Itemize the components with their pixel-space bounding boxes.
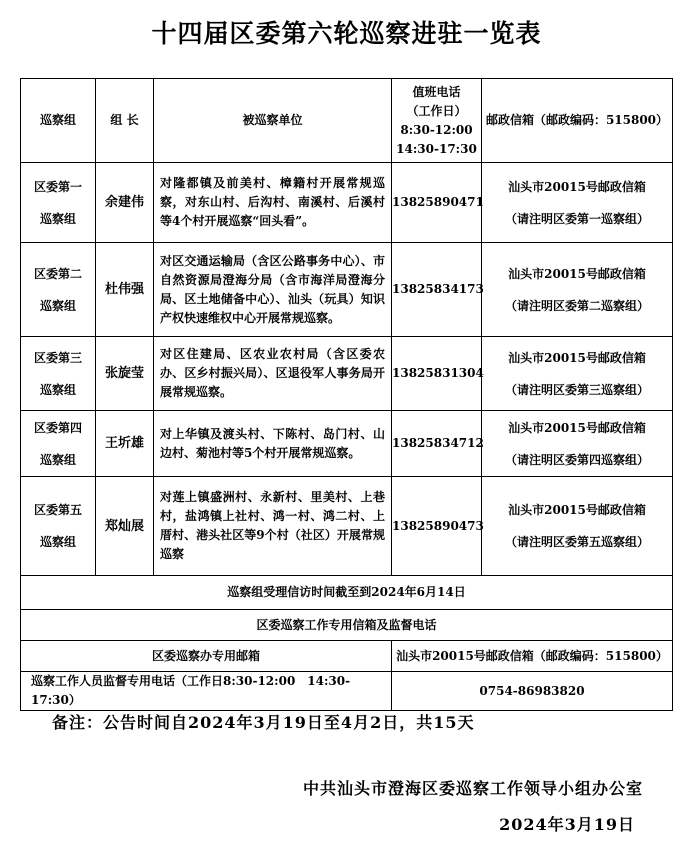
mailbox	[482, 411, 673, 477]
mailbox-line2: （请注明区委第三巡察组）	[504, 382, 649, 397]
table-row	[21, 477, 673, 576]
group-name-line2: 巡察组	[39, 382, 76, 397]
group-name-line1: 区委第五	[33, 503, 82, 517]
duty-phone: 13825831304	[392, 337, 482, 411]
group-name-line1: 区委第一	[33, 179, 82, 194]
office-mailbox-value: 汕头市20015号邮政信箱（邮政编码：515800）	[392, 641, 673, 672]
page-title: 十四届区委第六轮巡察进驻一览表	[151, 19, 542, 48]
duty-phone: 13825834712	[392, 411, 482, 477]
leader-name: 张旋莹	[96, 337, 154, 411]
header-mail: 邮政信箱（邮政编码：515800）	[482, 79, 673, 163]
mailbox-line2: （请注明区委第二巡察组）	[504, 298, 649, 313]
group-name	[21, 411, 96, 477]
leader-name: 王圻雄	[96, 411, 154, 477]
supervision-phone-row	[21, 672, 673, 711]
table-row	[21, 411, 673, 477]
supervision-phone-value: 0754-86983820	[392, 672, 673, 711]
inspected-units: 对隆都镇及前美村、樟籍村开展常规巡察，对东山村、后沟村、南溪村、后溪村等4个村开展巡察“回头看”。	[154, 163, 392, 243]
header-phone-line3: 8:30-12:00	[400, 122, 473, 137]
header-unit: 被巡察单位	[154, 79, 392, 163]
header-phone-line4: 14:30-17:30	[396, 141, 477, 156]
group-name-line2: 巡察组	[39, 452, 76, 467]
inspected-units: 对莲上镇盛洲村、永新村、里美村、上巷村，盐鸿镇上社村、鸿一村、鸿二村、上厝村、港头社区等9个村（社区）开展常规巡察	[154, 477, 392, 576]
inspected-units: 对上华镇及渡头村、下陈村、岛门村、山边村、菊池村等5个村开展常规巡察。	[154, 411, 392, 477]
mailbox	[482, 337, 673, 411]
office-mailbox-label: 区委巡察办专用邮箱	[21, 641, 392, 672]
mailbox-line1: 汕头市20015号邮政信箱	[508, 503, 646, 517]
group-name-line2: 巡察组	[39, 535, 76, 549]
group-name	[21, 337, 96, 411]
group-name-line2: 巡察组	[39, 298, 76, 313]
mailbox	[482, 243, 673, 337]
mailbox	[482, 477, 673, 576]
leader-name: 余建伟	[96, 163, 154, 243]
table-row	[21, 243, 673, 337]
group-name	[21, 477, 96, 576]
table-row	[21, 163, 673, 243]
supervision-title: 区委巡察工作专用信箱及监督电话	[21, 610, 673, 641]
header-leader: 组 长	[96, 79, 154, 163]
inspected-units: 对区住建局、区农业农村局（含区委农办、区乡村振兴局）、区退役军人事务局开展常规巡察。	[154, 337, 392, 411]
mailbox-line1: 汕头市20015号邮政信箱	[508, 420, 646, 435]
table-row	[21, 337, 673, 411]
supervision-phone-label: 巡察工作人员监督专用电话（工作日8:30-12:00 14:30-17:30）	[21, 672, 392, 711]
group-name-line1: 区委第四	[33, 420, 82, 435]
duty-phone: 13825890473	[392, 477, 482, 576]
mailbox-line2: （请注明区委第一巡察组）	[504, 211, 649, 226]
duty-phone: 13825834173	[392, 243, 482, 337]
mailbox-line1: 汕头市20015号邮政信箱	[508, 266, 646, 281]
group-name-line2: 巡察组	[39, 211, 76, 226]
deadline-row	[21, 576, 673, 610]
group-name	[21, 243, 96, 337]
issuer: 中共汕头市澄海区委巡察工作领导小组办公室	[302, 779, 643, 798]
inspected-units: 对区交通运输局（含区公路事务中心）、市自然资源局澄海分局（含市海洋局澄海分局、区土地储备中心）、汕头（玩具）知识产权快速维权中心开展常规巡察。	[154, 243, 392, 337]
supervision-title-row	[21, 610, 673, 641]
remark: 备注：公告时间自2024年3月19日至4月2日，共15天	[52, 713, 475, 732]
table-header-row	[21, 79, 673, 163]
group-name	[21, 163, 96, 243]
header-phone	[392, 79, 482, 163]
inspection-table	[20, 78, 673, 711]
duty-phone: 13825890471	[392, 163, 482, 243]
header-phone-line2: （工作日）	[406, 103, 467, 118]
deadline-text: 巡察组受理信访时间截至到2024年6月14日	[21, 576, 673, 610]
group-name-line1: 区委第三	[33, 350, 82, 365]
mailbox-line2: （请注明区委第五巡察组）	[504, 535, 649, 549]
leader-name: 杜伟强	[96, 243, 154, 337]
header-group: 巡察组	[21, 79, 96, 163]
mailbox	[482, 163, 673, 243]
mailbox-line1: 汕头市20015号邮政信箱	[508, 350, 646, 365]
header-phone-line1: 值班电话	[412, 84, 461, 99]
mailbox-line2: （请注明区委第四巡察组）	[504, 452, 649, 467]
leader-name: 郑灿展	[96, 477, 154, 576]
mailbox-line1: 汕头市20015号邮政信箱	[508, 179, 646, 194]
issue-date: 2024年3月19日	[499, 815, 635, 834]
group-name-line1: 区委第二	[33, 266, 82, 281]
office-mailbox-row	[21, 641, 673, 672]
